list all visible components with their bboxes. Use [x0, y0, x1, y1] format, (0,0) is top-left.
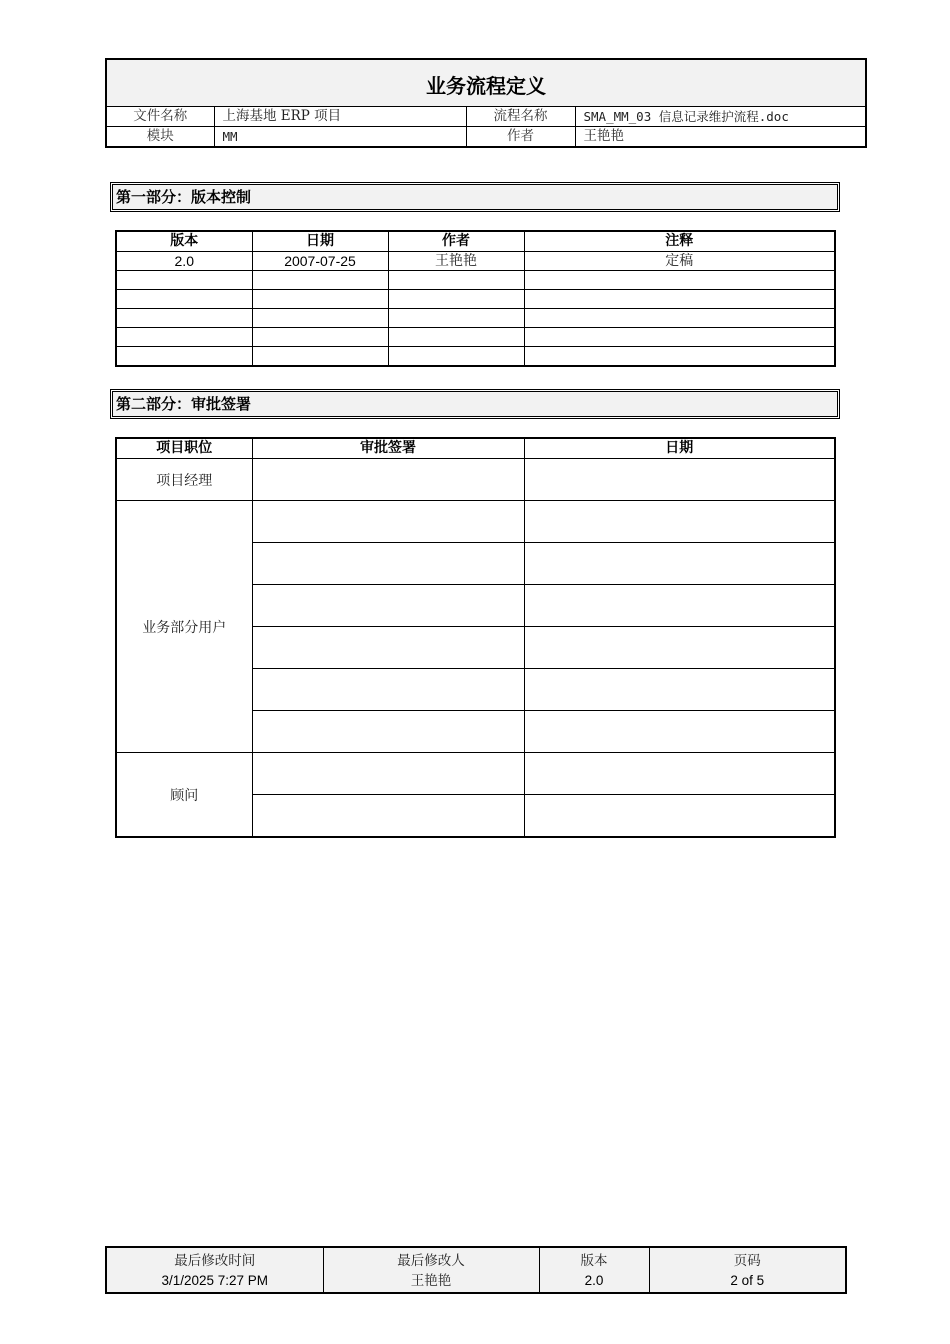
footer-last-modifier: [323, 1248, 539, 1292]
column-header-author: 作者: [388, 231, 524, 252]
empty-cell[interactable]: [116, 271, 252, 290]
empty-cell[interactable]: [116, 347, 252, 367]
date-cell[interactable]: [524, 501, 835, 543]
author-value: 王艳艳: [575, 127, 865, 147]
table-row: [116, 328, 835, 347]
date-cell[interactable]: [524, 753, 835, 795]
date-cell[interactable]: [524, 669, 835, 711]
empty-cell[interactable]: [388, 328, 524, 347]
header-row: [107, 107, 865, 127]
last-modifier-label: 最后修改人: [397, 1253, 465, 1269]
file-name-label: 文件名称: [107, 107, 214, 127]
empty-cell[interactable]: [524, 309, 835, 328]
signature-cell[interactable]: [252, 795, 524, 838]
process-name-label: 流程名称: [466, 107, 575, 127]
role-project-manager: 项目经理: [116, 459, 252, 501]
signature-cell[interactable]: [252, 711, 524, 753]
table-row: [116, 252, 835, 271]
header-row: [107, 127, 865, 147]
section-approval-title: 第二部分：审批签署: [112, 391, 838, 417]
author-label: 作者: [466, 127, 575, 147]
document-footer: [105, 1246, 847, 1294]
column-header-role: 项目职位: [116, 438, 252, 459]
file-name-value: 上海基地 ERP 项目: [214, 107, 466, 127]
version-control-table: [115, 230, 836, 367]
table-row: [116, 290, 835, 309]
approval-table: [115, 437, 836, 838]
table-row: [116, 459, 835, 501]
signature-cell[interactable]: [252, 543, 524, 585]
empty-cell[interactable]: [116, 309, 252, 328]
section-version-control-title: 第一部分：版本控制: [112, 184, 838, 210]
footer-version: [539, 1248, 649, 1292]
cell-date[interactable]: 2007-07-25: [252, 252, 388, 271]
version-label: 版本: [580, 1253, 608, 1269]
empty-cell[interactable]: [252, 290, 388, 309]
cell-author[interactable]: 王艳艳: [388, 252, 524, 271]
footer-table: [107, 1248, 845, 1292]
date-cell[interactable]: [524, 459, 835, 501]
cell-version[interactable]: 2.0: [116, 252, 252, 271]
last-modified-time-label: 最后修改时间: [174, 1253, 256, 1269]
module-value: MM: [214, 127, 466, 147]
date-cell[interactable]: [524, 711, 835, 753]
table-row: [116, 309, 835, 328]
module-label: 模块: [107, 127, 214, 147]
cell-notes[interactable]: 定稿: [524, 252, 835, 271]
table-row: [116, 501, 835, 543]
column-header-signature: 审批签署: [252, 438, 524, 459]
column-header-version: 版本: [116, 231, 252, 252]
footer-last-modified-time: [107, 1248, 323, 1292]
empty-cell[interactable]: [524, 328, 835, 347]
empty-cell[interactable]: [252, 271, 388, 290]
signature-cell[interactable]: [252, 459, 524, 501]
last-modifier-value: 王艳艳: [410, 1273, 452, 1289]
table-row: [116, 753, 835, 795]
table-row: [116, 271, 835, 290]
signature-cell[interactable]: [252, 627, 524, 669]
empty-cell[interactable]: [524, 271, 835, 290]
process-name-value: SMA_MM_03 信息记录维护流程.doc: [583, 109, 789, 124]
last-modified-time-value: 3/1/2025 7:27 PM: [161, 1273, 269, 1288]
column-header-notes: 注释: [524, 231, 835, 252]
date-cell[interactable]: [524, 543, 835, 585]
role-business-user: 业务部分用户: [116, 501, 252, 753]
empty-cell[interactable]: [388, 271, 524, 290]
role-consultant: 顾问: [116, 753, 252, 838]
header-info-table: [107, 107, 865, 146]
document-header: [105, 58, 867, 148]
empty-cell[interactable]: [524, 290, 835, 309]
table-header-row: [116, 231, 835, 252]
empty-cell[interactable]: [116, 290, 252, 309]
column-header-date: 日期: [524, 438, 835, 459]
date-cell[interactable]: [524, 627, 835, 669]
page-value: 2 of 5: [730, 1273, 765, 1288]
signature-cell[interactable]: [252, 501, 524, 543]
date-cell[interactable]: [524, 585, 835, 627]
empty-cell[interactable]: [388, 347, 524, 367]
signature-cell[interactable]: [252, 669, 524, 711]
signature-cell[interactable]: [252, 753, 524, 795]
empty-cell[interactable]: [252, 309, 388, 328]
version-value: 2.0: [584, 1273, 604, 1288]
page-label: 页码: [733, 1253, 761, 1269]
empty-cell[interactable]: [252, 347, 388, 367]
empty-cell[interactable]: [252, 328, 388, 347]
document-title: 业务流程定义: [107, 60, 865, 107]
empty-cell[interactable]: [388, 309, 524, 328]
empty-cell[interactable]: [524, 347, 835, 367]
table-row: [116, 347, 835, 367]
table-header-row: [116, 438, 835, 459]
column-header-date: 日期: [252, 231, 388, 252]
empty-cell[interactable]: [388, 290, 524, 309]
footer-page-number: [649, 1248, 845, 1292]
empty-cell[interactable]: [116, 328, 252, 347]
footer-row: [107, 1248, 845, 1292]
date-cell[interactable]: [524, 795, 835, 838]
signature-cell[interactable]: [252, 585, 524, 627]
